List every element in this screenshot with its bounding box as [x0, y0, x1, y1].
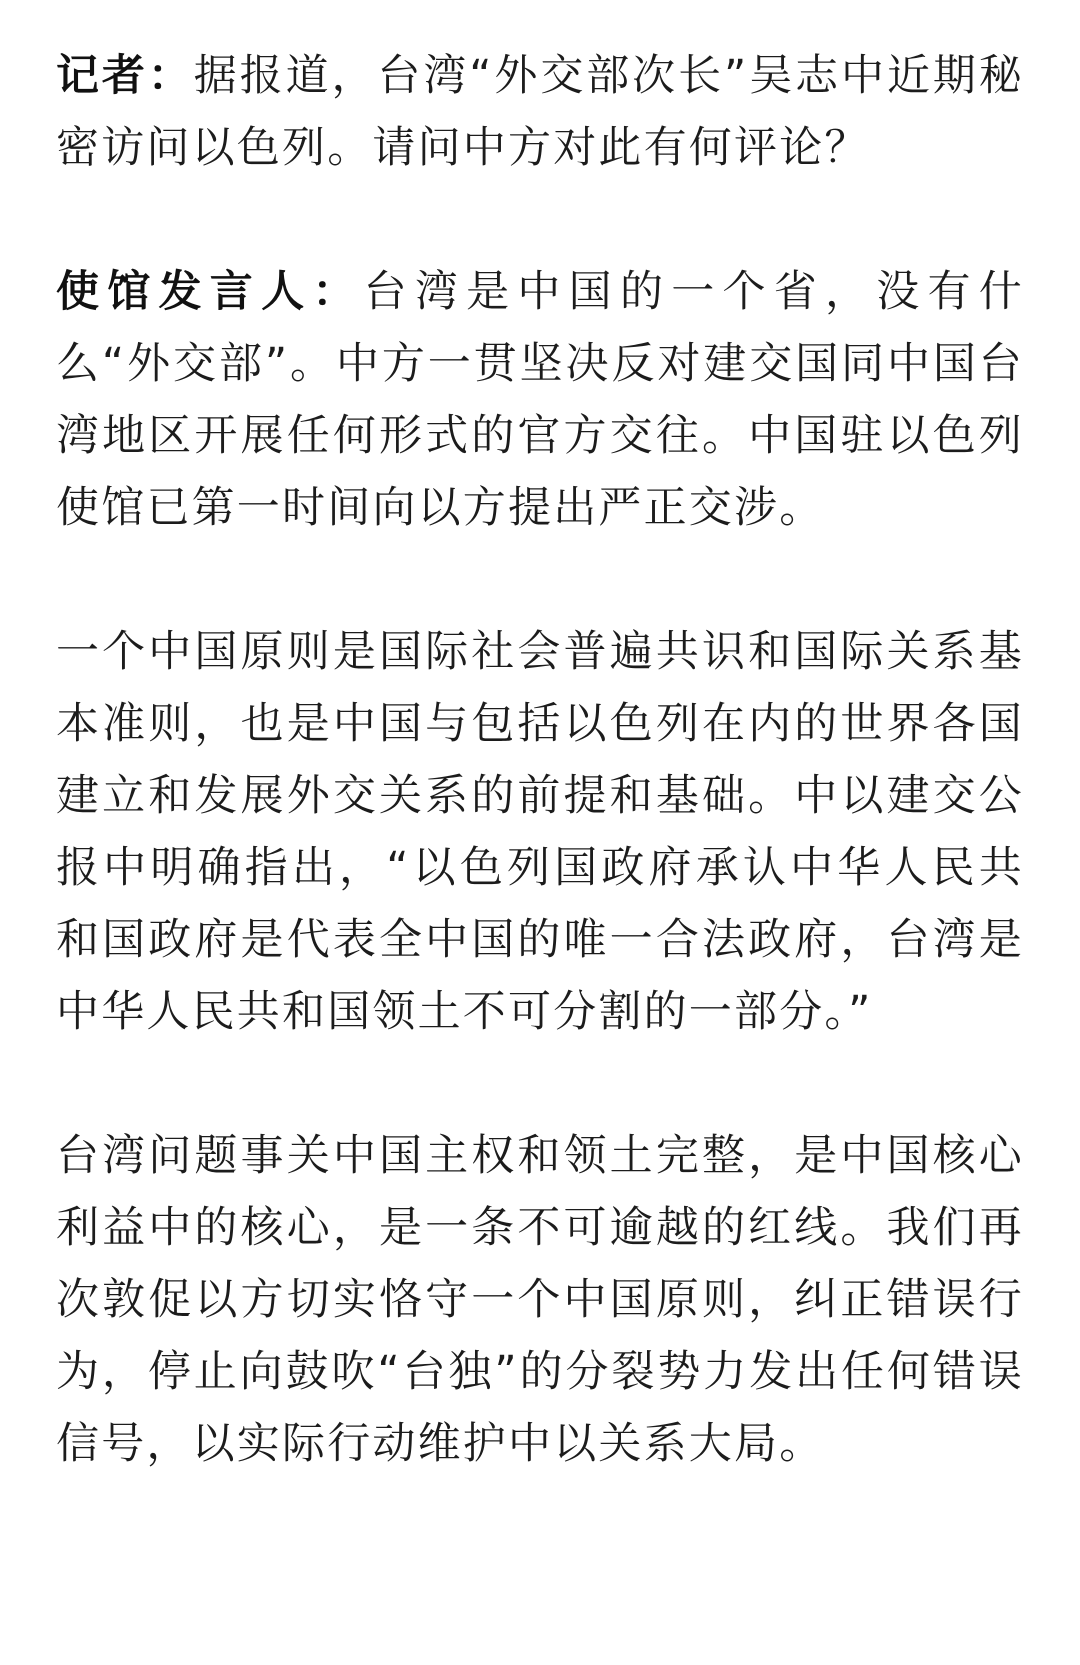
answer-text: 台湾是中国的一个省，没有什么“外交部”。中方一贯坚决反对建交国同中国台湾地区开展任何形式的官方交往。中国驻以色列使馆已第一时间向以方提出严正交涉。: [56, 267, 1025, 533]
article-body: [56, 40, 1024, 1552]
question-text: 据报道，台湾“外交部次长”吴志中近期秘密访问以色列。请问中方对此有何评论？: [56, 51, 1024, 173]
one-china-paragraph: 一个中国原则是国际社会普遍共识和国际关系基本准则，也是中国与包括以色列在内的世界各国建立和发展外交关系的前提和基础。中以建交公报中明确指出，“以色列国政府承认中华人民共和国政府是代表全中国的唯一合法政府，台湾是中华人民共和国领土不可分割的一部分。”: [56, 627, 1024, 1037]
spokesperson-label: 使馆发言人：: [56, 267, 364, 317]
taiwan-issue-paragraph: 台湾问题事关中国主权和领土完整，是中国核心利益中的核心，是一条不可逾越的红线。我们再次敦促以方切实恪守一个中国原则，纠正错误行为，停止向鼓吹“台独”的分裂势力发出任何错误信号，以实际行动维护中以关系大局。: [56, 1131, 1024, 1469]
answer-paragraph: [56, 256, 1024, 544]
question-paragraph: [56, 40, 1024, 184]
reporter-label: 记者：: [56, 51, 194, 101]
